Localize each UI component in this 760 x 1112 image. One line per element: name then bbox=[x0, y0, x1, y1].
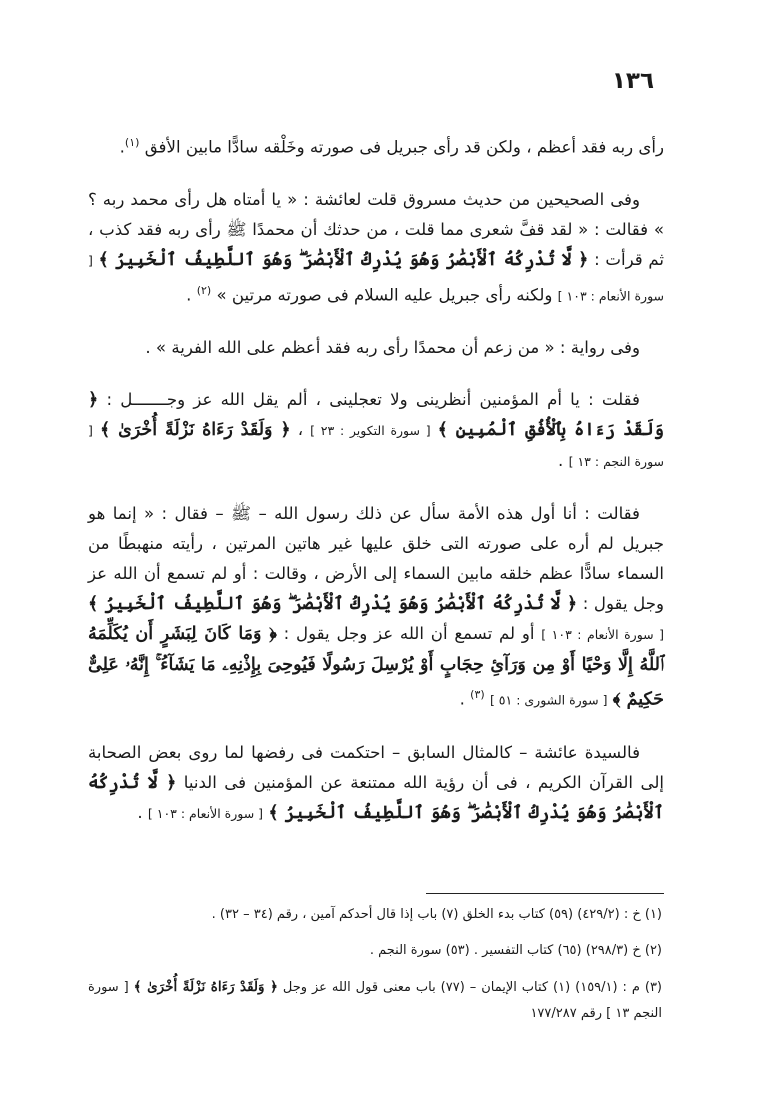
footnotes bbox=[88, 902, 662, 1037]
paragraph-3 bbox=[88, 333, 664, 363]
footnote-marker-1: (١) bbox=[124, 136, 140, 149]
footnote-separator bbox=[426, 893, 664, 894]
paragraph-6: فالسيدة عائشة – كالمثال السابق – احتكمت فى رفضها لما روى بعض الصحابة إلى القرآن الكريم ، فى أن رؤية الله ممتنعة عن المؤمنين فى الدنيا ﴿ لَّا تُدْرِكُهُ ٱلْأَبْصَٰرُ وَهُوَ يُدْرِكُ ٱلْأَبْصَٰرَ ۖ وَهُوَ ٱللَّطِيفُ ٱلْخَبِيرُ ﴾ [ سورة الأنعام : ١٠٣ ] . bbox=[88, 742, 664, 823]
footnote-2: (٢) خ (٢٩٨/٣) (٦٥) كتاب التفسير . (٥٣) سورة النجم . bbox=[369, 943, 662, 958]
p4-quran-reference-1: [ سورة التكوير : ٢٣ ] bbox=[310, 423, 431, 439]
page-number: ١٣٦ bbox=[611, 68, 654, 94]
p1-text: رأى ربه فقد أعظم ، ولكن قد رأى جبريل فى صورته وخَلْقه سادًّا مابين الأفق bbox=[144, 137, 664, 157]
paragraph-1: رأى ربه فقد أعظم ، ولكن قد رأى جبريل فى صورته وخَلْقه سادًّا مابين الأفق $^{(١)}$. bbox=[119, 136, 664, 157]
footnote-3-text-a: (٣) م : (١٥٩/١) (١) كتاب الإيمان – (٧٧) باب معنى قول الله عز وجل bbox=[282, 980, 662, 995]
paragraph-4: فقلت : يا أم المؤمنين أنظرينى ولا تعجلينى ، ألم يقل الله عز وجـــــــل : ﴿ وَلَقَدْ رَءَاهُ بِٱلْأُفُقِ ٱلْمُبِينِ ﴾ [ سورة التكوير : ٢٣ ] ، ﴿ وَلَقَدْ رَءَاهُ نَزْلَةً أُخْرَىٰ ﴾ [ سورة النجم : ١٣ ] . bbox=[88, 390, 664, 471]
footnote-3-text-b: [ سورة النجم ١٣ ] رقم ١٧٧/٢٨٧ bbox=[88, 980, 662, 1021]
p3-text: وفى رواية : « من زعم أن محمدًا رأى ربه فقد أعظم على الله الفرية » . bbox=[145, 338, 640, 358]
p5-text-a: فقالت : أنا أول هذه الأمة سأل عن ذلك رسول الله – ﷺ – فقال : « إنما هو جبريل لم أره على صورته التى خلق عليها غير هاتين المرتين ، رأيته منهبطًا من السماء سادًّا عظم خلقه مابين السماء إلى الأرض ، وقالت : أو لم تسمع أن الله عز وجل يقول : bbox=[88, 504, 664, 614]
footnote-3-quran-verse: ﴿ وَلَقَدْ رَءَاهُ نَزْلَةً أُخْرَىٰ ﴾ bbox=[133, 979, 278, 995]
p2-quran-reference: [ سورة الأنعام : ١٠٣ ] bbox=[88, 252, 664, 304]
footnote-marker-2: (٢) bbox=[196, 283, 212, 297]
p5-text-b: أو لم تسمع أن الله عز وجل يقول : bbox=[283, 624, 535, 644]
p2-text-b: ولكنه رأى جبريل عليه السلام فى صورته مرتين » bbox=[216, 285, 553, 305]
p4-quran-verse-1: ﴿ وَلَقَدْ رَءَاهُ بِٱلْأُفُقِ ٱلْمُبِينِ ﴾ bbox=[88, 390, 664, 441]
p5-quran-reference-1: [ سورة الأنعام : ١٠٣ ] bbox=[541, 627, 665, 643]
p4-quran-reference-2: [ سورة النجم : ١٣ ] bbox=[88, 423, 664, 470]
p6-quran-verse: ﴿ لَّا تُدْرِكُهُ ٱلْأَبْصَٰرُ وَهُوَ يُدْرِكُ ٱلْأَبْصَٰرَ ۖ وَهُوَ ٱللَّطِيفُ ٱلْخَبِيرُ ﴾ bbox=[88, 772, 664, 823]
footnote-3 bbox=[88, 974, 662, 1027]
main-text bbox=[88, 128, 664, 851]
paragraph-2: وفى الصحيحين من حديث مسروق قلت لعائشة : « يا أمتاه هل رأى محمد ربه ؟ » فقالت : « لقد قفَّ شعرى مما قلت ، من حدثك أن محمدًا ﷺ رأى ربه فقد كذب ، ثم قرأت : ﴿ لَّا تُدْرِكُهُ ٱلْأَبْصَٰرُ وَهُوَ يُدْرِكُ ٱلْأَبْصَٰرَ ۖ وَهُوَ ٱللَّطِيفُ ٱلْخَبِيرُ ﴾ [ سورة الأنعام : ١٠٣ ] ولكنه رأى جبريل عليه السلام فى صورته مرتين » $^{(٢)}$ . bbox=[88, 189, 664, 305]
p6-text-a: فالسيدة عائشة – كالمثال السابق – احتكمت فى رفضها لما روى بعض الصحابة إلى القرآن الكريم ، فى أن رؤية الله ممتنعة عن المؤمنين فى الدنيا bbox=[88, 742, 664, 792]
p4-text-a: فقلت : يا أم المؤمنين أنظرينى ولا تعجلينى ، ألم يقل الله عز وجـــــــل : bbox=[106, 390, 640, 410]
p4-quran-verse-2: ﴿ وَلَقَدْ رَءَاهُ نَزْلَةً أُخْرَىٰ ﴾ bbox=[99, 420, 291, 441]
p2-text-a: وفى الصحيحين من حديث مسروق قلت لعائشة : « يا أمتاه هل رأى محمد ربه ؟ » فقالت : « لقد قفَّ شعرى مما قلت ، من حدثك أن محمدًا ﷺ رأى ربه فقد كذب ، ثم قرأت : bbox=[88, 189, 664, 269]
paragraph-5: فقالت : أنا أول هذه الأمة سأل عن ذلك رسول الله – ﷺ – فقال : « إنما هو جبريل لم أره على صورته التى خلق عليها غير هاتين المرتين ، رأيته منهبطًا من السماء سادًّا عظم خلقه مابين السماء إلى الأرض ، وقالت : أو لم تسمع أن الله عز وجل يقول : ﴿ لَّا تُدْرِكُهُ ٱلْأَبْصَٰرُ وَهُوَ يُدْرِكُ ٱلْأَبْصَٰرَ ۖ وَهُوَ ٱللَّطِيفُ ٱلْخَبِيرُ ﴾ [ سورة الأنعام : ١٠٣ ] أو لم تسمع أن الله عز وجل يقول : ﴿ وَمَا كَانَ لِبَشَرٍ أَن يُكَلِّمَهُ ٱللَّهُ إِلَّا وَحْيًا أَوْ مِن وَرَآئِ حِجَابٍ أَوْ يُرْسِلَ رَسُولًا فَيُوحِىَ بِإِذْنِهِۦ مَا يَشَآءُ ۚ إِنَّهُۥ عَلِىٌّ حَكِيمٌ ﴾ [ سورة الشورى : ٥١ ] $^{(٣)}$ . bbox=[88, 504, 665, 710]
p2-quran-verse: ﴿ لَّا تُدْرِكُهُ ٱلْأَبْصَٰرُ وَهُوَ يُدْرِكُ ٱلْأَبْصَٰرَ ۖ وَهُوَ ٱللَّطِيفُ ٱلْخَبِيرُ ﴾ bbox=[98, 249, 589, 270]
p5-quran-verse-2: ﴿ وَمَا كَانَ لِبَشَرٍ أَن يُكَلِّمَهُ ٱللَّهُ إِلَّا وَحْيًا أَوْ مِن وَرَآئِ حِجَابٍ أَوْ يُرْسِلَ رَسُولًا فَيُوحِىَ بِإِذْنِهِۦ مَا يَشَآءُ ۚ إِنَّهُۥ عَلِىٌّ حَكِيمٌ ﴾ bbox=[88, 624, 664, 710]
p6-quran-reference: [ سورة الأنعام : ١٠٣ ] bbox=[147, 805, 264, 821]
p5-quran-reference-2: [ سورة الشورى : ٥١ ] bbox=[489, 692, 608, 708]
footnote-marker-3: (٣) bbox=[470, 688, 485, 702]
footnote-1: (١) خ : (٤٢٩/٢) (٥٩) كتاب بدء الخلق (٧) باب إذا قال أحدكم آمين ، رقم (٣٤ – ٣٢) . bbox=[211, 907, 662, 922]
p5-quran-verse-1: ﴿ لَّا تُدْرِكُهُ ٱلْأَبْصَٰرُ وَهُوَ يُدْرِكُ ٱلْأَبْصَٰرَ ۖ وَهُوَ ٱللَّطِيفُ ٱلْخَبِيرُ ﴾ bbox=[88, 594, 578, 615]
